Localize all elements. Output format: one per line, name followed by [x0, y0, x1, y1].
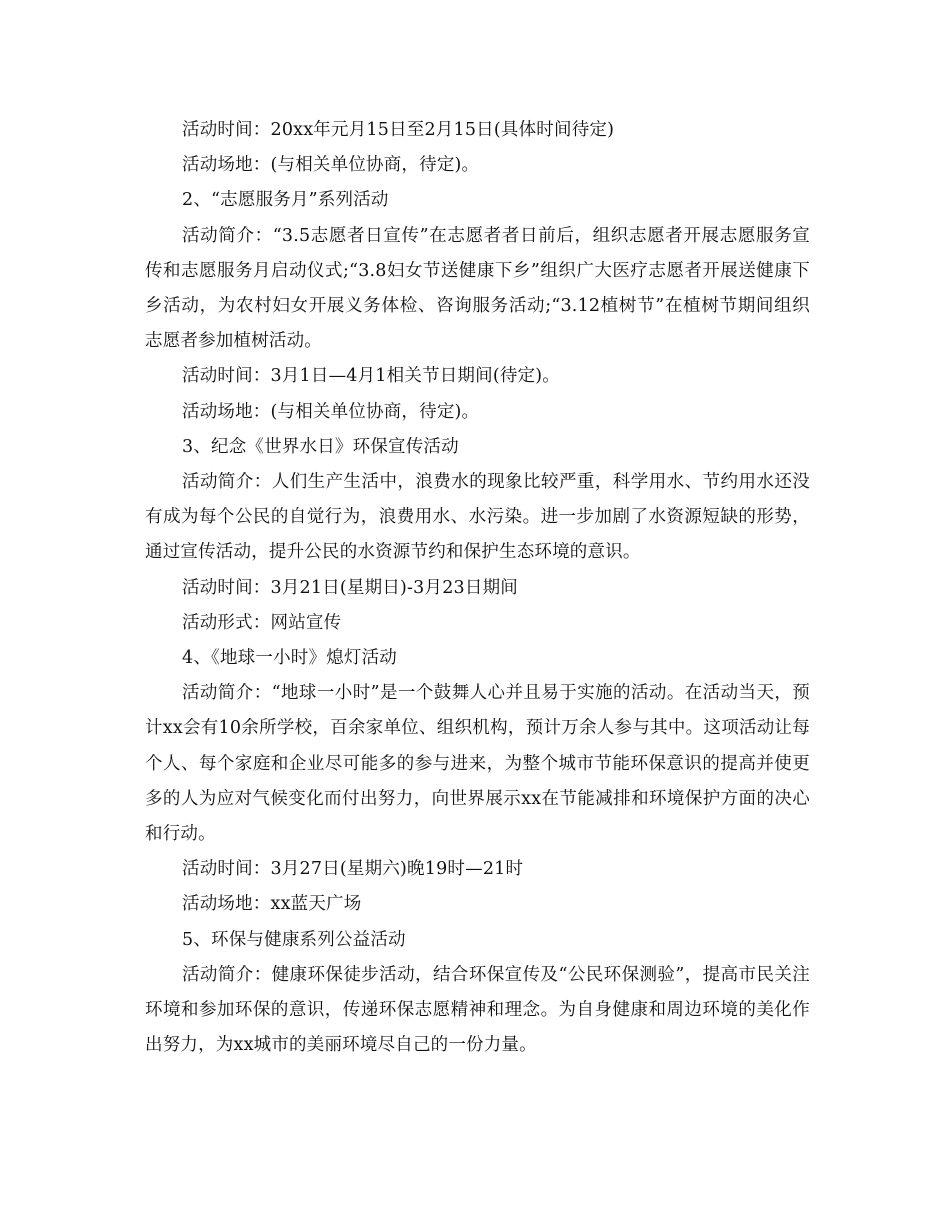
paragraph: 活动时间：3月1日—4月1相关节日期间(待定)。 [182, 366, 560, 387]
paragraph: 活动简介：健康环保徒步活动，结合环保宣传及“公民环保测验”，提高市民关注环境和参加环保的意识，传递环保志愿精神和理念。为自身健康和周边环境的美化作出努力，为xx城市的美丽环境尽自己的一份力量。 [145, 964, 810, 1056]
paragraph: 活动场地：(与相关单位协商，待定)。 [182, 155, 480, 176]
section-heading: 3、纪念《世界水日》环保宣传活动 [182, 436, 459, 457]
section-heading: 5、环保与健康系列公益活动 [182, 929, 406, 950]
paragraph: 活动形式：网站宣传 [182, 612, 342, 633]
paragraph: 活动时间：20xx年元月15日至2月15日(具体时间待定) [182, 120, 615, 140]
section-heading: 4、《地球一小时》熄灯活动 [182, 648, 397, 669]
paragraph: 活动时间：3月27日(星期六)晚19时—21时 [182, 859, 524, 880]
paragraph: 活动时间：3月21日(星期日)-3月23日期间 [182, 577, 518, 598]
paragraph: 活动场地：xx蓝天广场 [182, 894, 362, 915]
paragraph: 活动简介：“3.5志愿者日宣传”在志愿者者日前后，组织志愿者开展志愿服务宣传和志愿服务月启动仪式;“3.8妇女节送健康下乡”组织广大医疗志愿者开展送健康下乡活动，为农村妇女开展义务体检、咨询服务活动;“3.12植树节”在植树节期间组织志愿者参加植树活动。 [145, 225, 810, 352]
paragraph: 活动简介：“地球一小时”是一个鼓舞人心并且易于实施的活动。在活动当天，预计xx会有10余所学校，百余家单位、组织机构，预计万余人参与其中。这项活动让每个人、每个家庭和企业尽可能多的参与进来，为整个城市节能环保意识的提高并使更多的人为应对气候变化而付出努力，向世界展示xx在节能减排和环境保护方面的决心和行动。 [145, 683, 810, 845]
paragraph: 活动简介：人们生产生活中，浪费水的现象比较严重，科学用水、节约用水还没有成为每个公民的自觉行为，浪费用水、水污染。进一步加剧了水资源短缺的形势，通过宣传活动，提升公民的水资源节约和保护生态环境的意识。 [145, 472, 810, 563]
paragraph: 活动场地：(与相关单位协商，待定)。 [182, 401, 480, 422]
section-heading: 2、“志愿服务月”系列活动 [182, 190, 389, 211]
document-body [145, 113, 810, 1063]
